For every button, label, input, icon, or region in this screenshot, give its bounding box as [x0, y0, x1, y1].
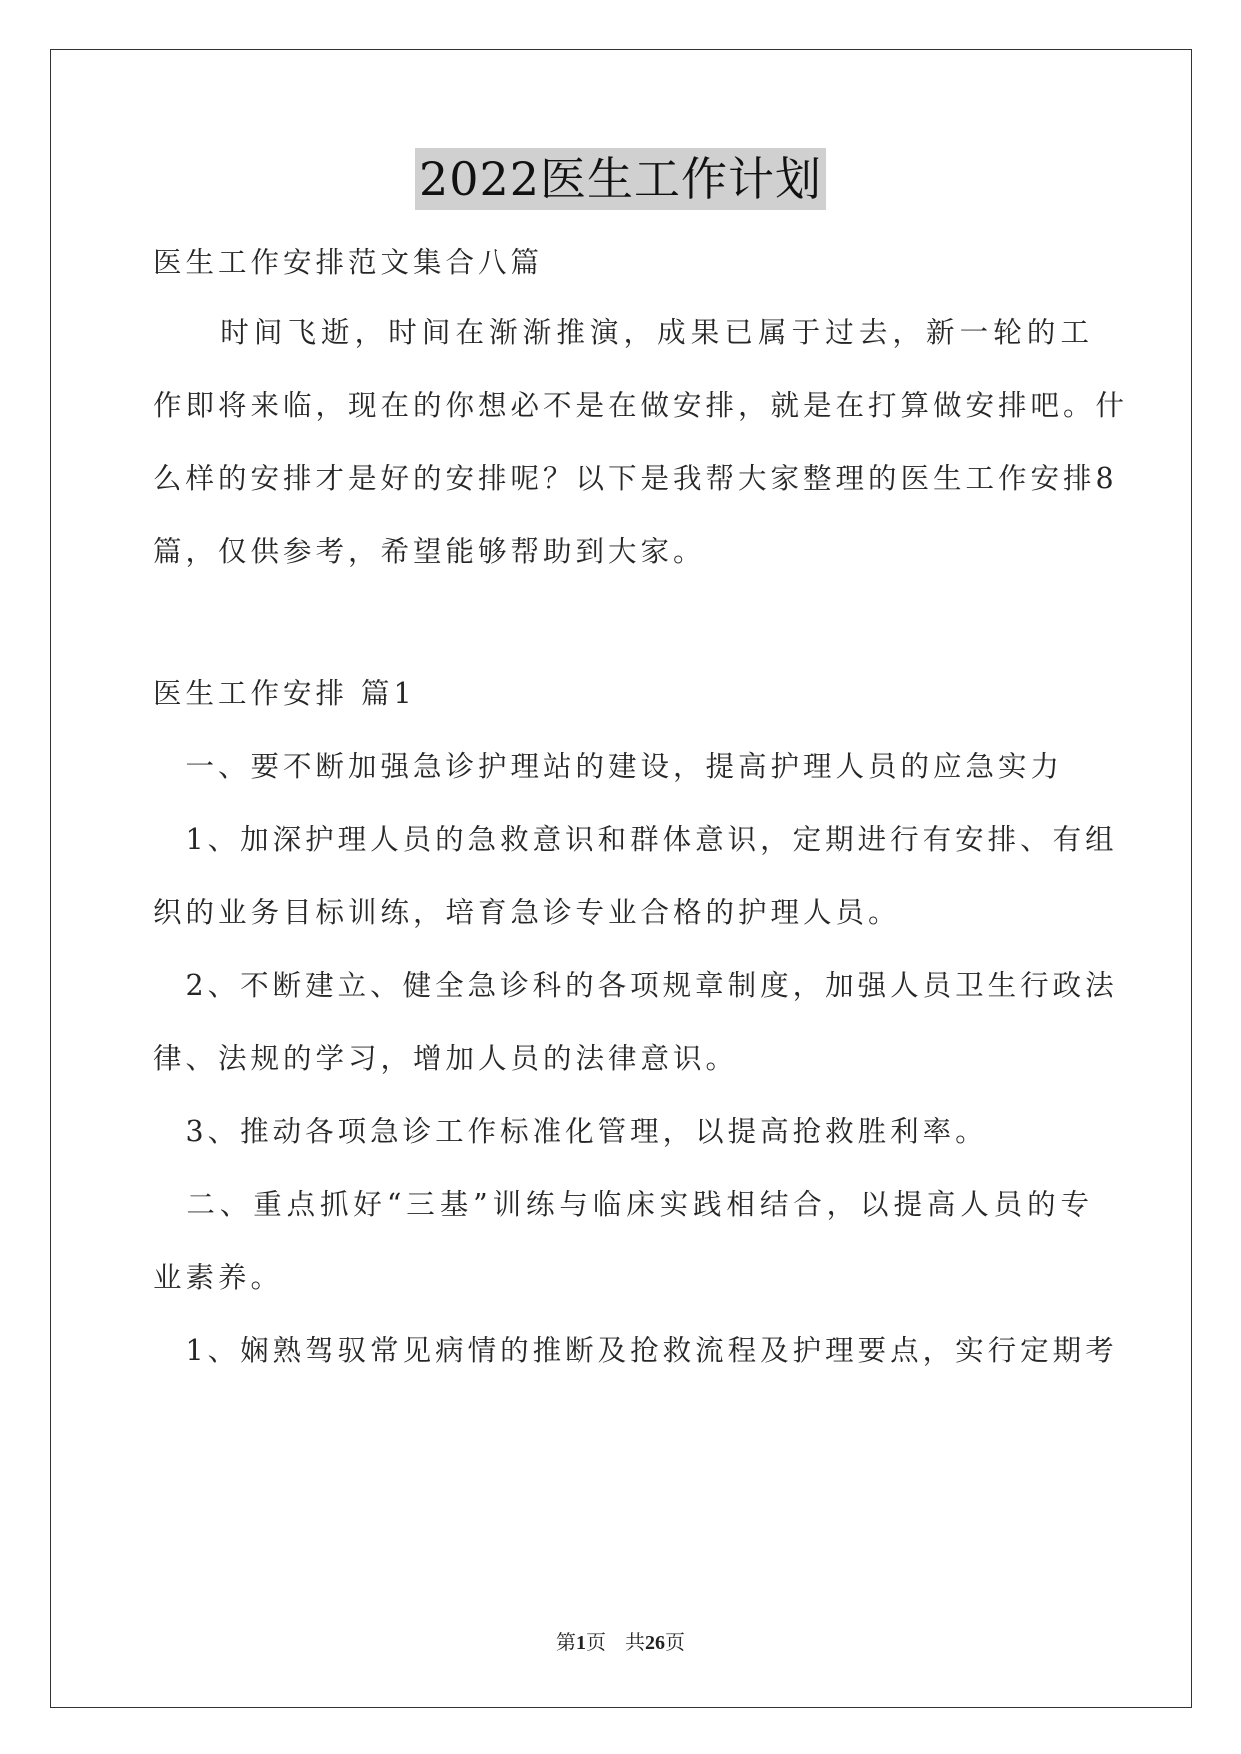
- body-line: 1、加深护理人员的急救意识和群体意识，定期进行有安排、有组: [153, 823, 1118, 856]
- footer-page-suffix: 页: [585, 1630, 606, 1654]
- subtitle-line: 医生工作安排范文集合八篇: [153, 246, 544, 279]
- body-line: 二、重点抓好“三基”训练与临床实践相结合，以提高人员的专: [153, 1188, 1093, 1221]
- document-title-wrapper: [0, 148, 1241, 210]
- page-footer: [0, 1628, 1241, 1657]
- footer-prefix: 第: [555, 1630, 576, 1654]
- body-line: 2、不断建立、健全急诊科的各项规章制度，加强人员卫生行政法: [153, 969, 1118, 1002]
- document-title: 2022医生工作计划: [415, 148, 826, 210]
- footer-page-number: 1: [575, 1632, 586, 1654]
- page-border: [50, 49, 1192, 1708]
- body-line: 作即将来临，现在的你想必不是在做安排，就是在打算做安排吧。什: [153, 389, 1129, 422]
- body-line: 篇，仅供参考，希望能够帮助到大家。: [153, 535, 706, 568]
- footer-total-pages: 26: [645, 1632, 666, 1654]
- body-line: 时间飞逝，时间在渐渐推演，成果已属于过去，新一轮的工: [153, 316, 1093, 349]
- body-line: 1、娴熟驾驭常见病情的推断及抢救流程及护理要点，实行定期考: [153, 1334, 1118, 1367]
- footer-total-prefix: 共: [625, 1630, 646, 1654]
- body-line: 一、要不断加强急诊护理站的建设，提高护理人员的应急实力: [153, 750, 1064, 783]
- body-line: 律、法规的学习，增加人员的法律意识。: [153, 1042, 739, 1075]
- body-line: 织的业务目标训练，培育急诊专业合格的护理人员。: [153, 896, 901, 929]
- section-heading: 医生工作安排 篇1: [153, 677, 416, 710]
- body-line: 业素养。: [153, 1261, 284, 1294]
- body-line: 么样的安排才是好的安排呢？以下是我帮大家整理的医生工作安排8: [153, 462, 1118, 495]
- footer-total-suffix: 页: [665, 1630, 686, 1654]
- body-line: 3、推动各项急诊工作标准化管理，以提高抢救胜利率。: [153, 1115, 988, 1148]
